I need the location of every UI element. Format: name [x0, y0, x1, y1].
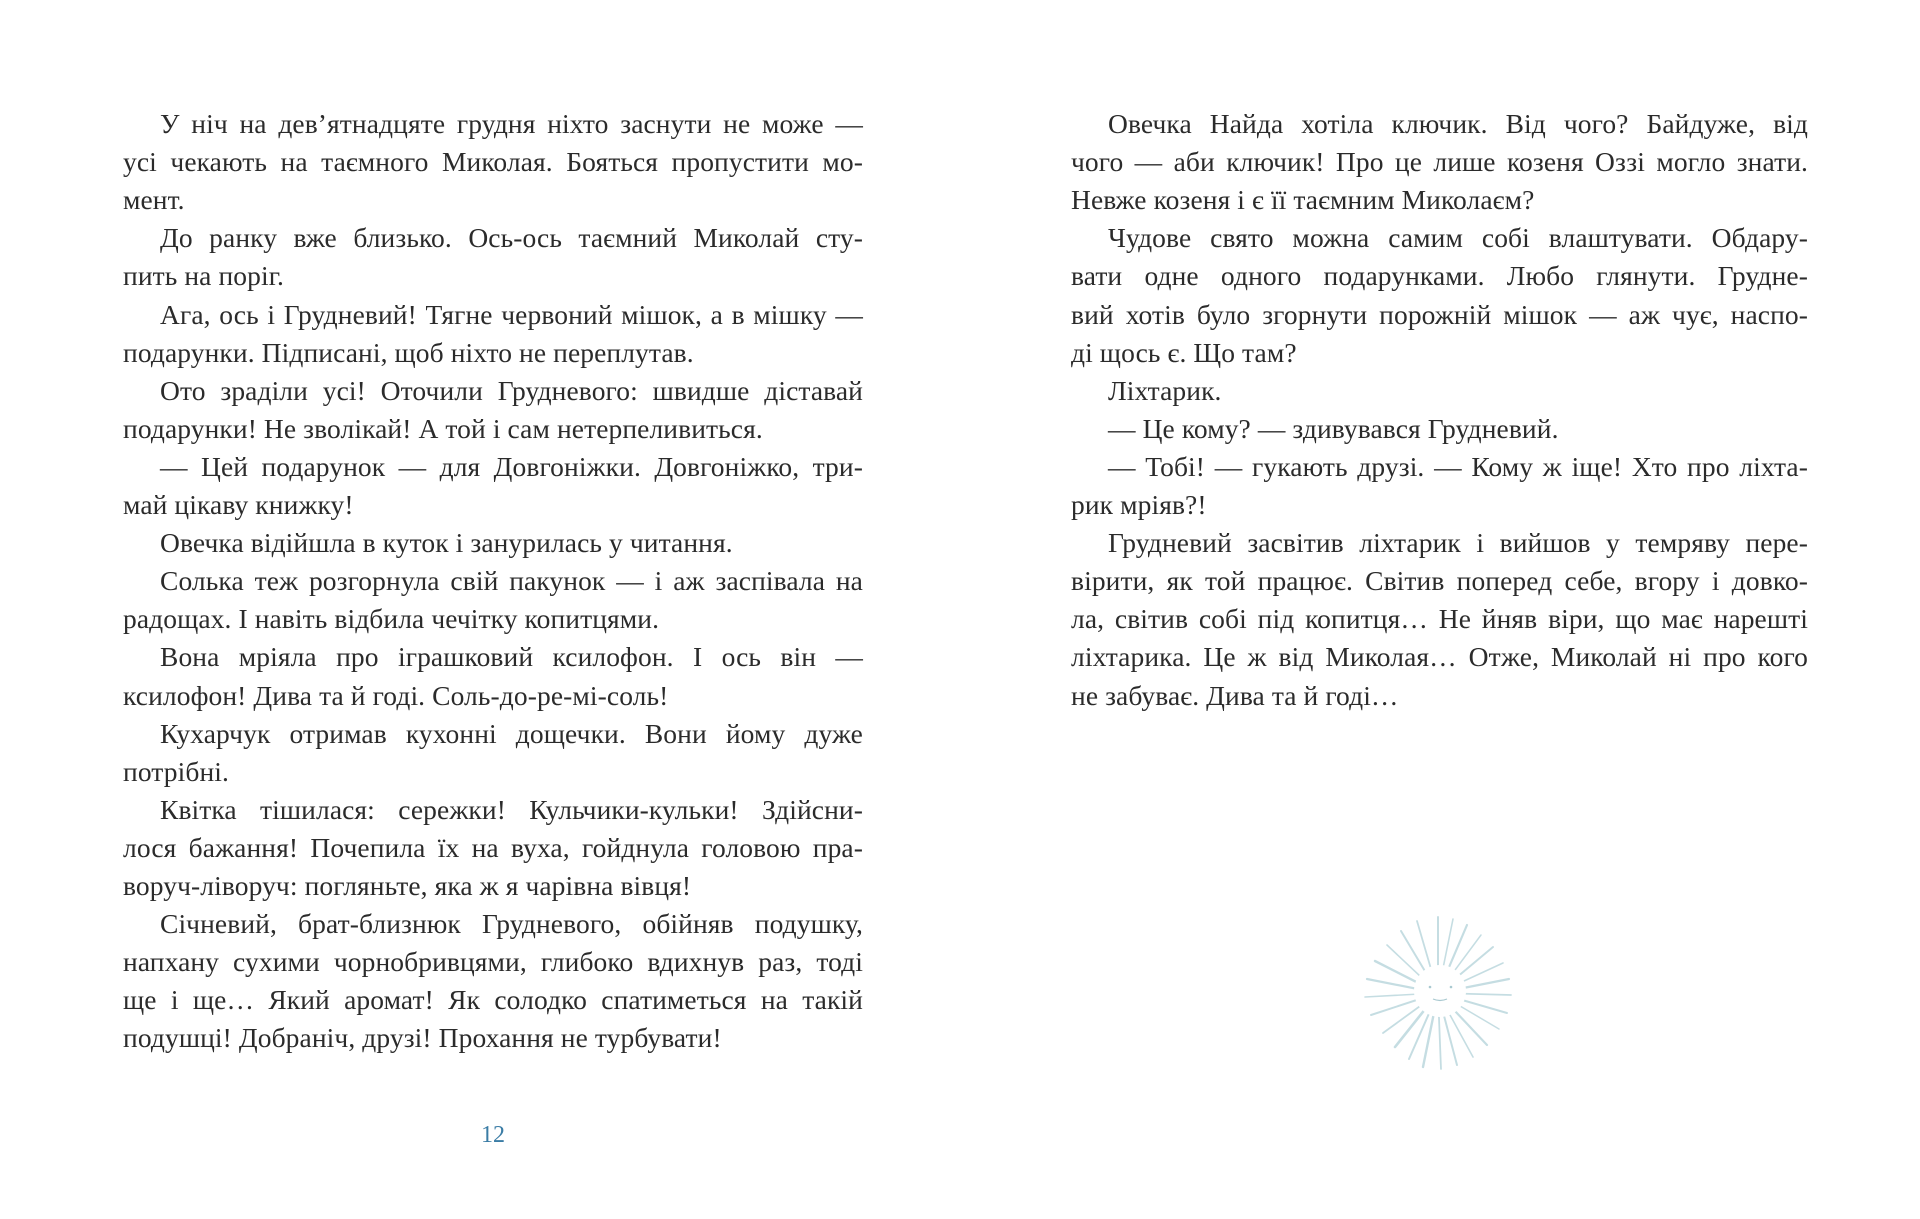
text-line: У ніч на дев’ятнадцяте грудня ніхто заснути не може —	[160, 108, 863, 139]
text-line: — Цей подарунок — для Довгоніжки. Довгоніжко, три-	[160, 450, 863, 482]
text-line: вий хотів було згорнути порожній мішок — аж чує, наспо-	[1071, 298, 1808, 330]
text-line: пить на поріг.	[123, 260, 284, 292]
text-line: воруч-ліворуч: погляньте, яка ж я чарівна вівця!	[123, 870, 692, 901]
text-line: радощах. І навіть відбила чечітку копитцями.	[123, 603, 660, 635]
text-line: Ага, ось і Грудневий! Тягне червоний мішок, а в мішку —	[160, 298, 863, 330]
text-line: подушці! Добраніч, друзі! Прохання не турбувати!	[123, 1022, 722, 1054]
text-line: вірити, як той працює. Світив поперед себе, вгору і довко-	[1071, 565, 1808, 597]
text-line: лося бажання! Почепила їх на вуха, гойднула головою пра-	[123, 831, 863, 863]
text-line: май цікаву книжку!	[123, 489, 354, 520]
text-line: Овечка Найда хотіла ключик. Від чого? Байдуже, від	[1108, 108, 1808, 139]
text-line: Грудневий засвітив ліхтарик і вийшов у темряву пере-	[1108, 527, 1808, 559]
text-line: потрібні.	[123, 755, 229, 787]
text-line: ді щось є. Що там?	[1071, 336, 1297, 368]
text-line: Ліхтарик.	[1108, 374, 1222, 406]
text-line: Невже козеня і є її таємним Миколаєм?	[1071, 184, 1535, 216]
page-number: 12	[481, 1122, 505, 1148]
text-line: напхану сухими чорнобривцями, глибоко вдихнув раз, тоді	[123, 946, 863, 978]
smiling-sun-icon	[1363, 915, 1513, 1071]
text-line: До ранку вже близько. Ось-ось таємний Миколай сту-	[160, 222, 863, 254]
text-line: Квітка тішилася: сережки! Кульчики-кульки! Здійсни-	[160, 793, 863, 825]
text-line: подарунки! Не зволікай! А той і сам нетерпеливиться.	[123, 412, 763, 444]
text-line: рик мріяв?!	[1071, 489, 1207, 520]
text-line: ла, світив собі під копитця… Не йняв віри, що має нарешті	[1071, 603, 1808, 635]
text-line: вати одне одного подарунками. Любо глянути. Грудне-	[1071, 260, 1808, 292]
text-line: усі чекають на таємного Миколая. Бояться пропустити мо-	[123, 146, 863, 178]
text-line: подарунки. Підписані, щоб ніхто не переплутав.	[123, 336, 694, 368]
text-line: Ото зраділи усі! Оточили Грудневого: швидше діставай	[160, 374, 863, 406]
text-line: ліхтарика. Це ж від Миколая… Отже, Миколай ні про кого	[1071, 641, 1808, 673]
text-line: мент.	[123, 184, 185, 216]
text-line: Чудове свято можна самим собі влаштувати. Обдару-	[1108, 222, 1808, 254]
text-line: ще і ще… Який аромат! Як солодко спатиметься на такій	[123, 984, 863, 1016]
text-line: чого — аби ключик! Про це лише козеня Оззі могло знати.	[1071, 146, 1808, 178]
text-line: Солька теж розгорнула свій пакунок — і аж заспівала на	[160, 565, 863, 597]
text-line: Вона мріяла про іграшковий ксилофон. І ось він —	[160, 641, 863, 673]
text-line: ксилофон! Дива та й годі. Соль-до-ре-мі-соль!	[123, 679, 669, 711]
text-line: Овечка відійшла в куток і занурилась у читання.	[160, 527, 733, 559]
text-line: — Це кому? — здивувався Грудневий.	[1108, 412, 1559, 444]
text-line: — Тобі! — гукають друзі. — Кому ж іще! Хто про ліхта-	[1108, 450, 1808, 482]
text-line: не забуває. Дива та й годі…	[1071, 679, 1399, 711]
text-line: Кухарчук отримав кухонні дощечки. Вони йому дуже	[160, 717, 863, 749]
text-line: Січневий, брат-близнюк Грудневого, обійняв подушку,	[160, 908, 863, 940]
